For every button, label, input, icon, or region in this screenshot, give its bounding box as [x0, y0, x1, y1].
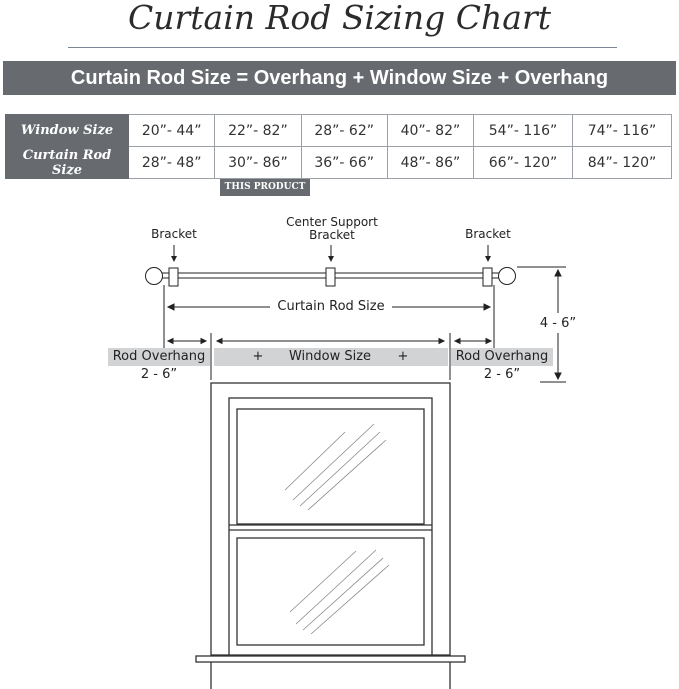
- window-size-cell: 20”- 44”: [129, 115, 215, 147]
- curtain-rod: [146, 268, 516, 287]
- this-product-badge: THIS PRODUCT: [220, 179, 310, 196]
- formula-banner: Curtain Rod Size = Overhang + Window Size + Overhang: [3, 61, 676, 95]
- right-overhang-label: Rod Overhang: [455, 349, 549, 364]
- bracket-arrows: [174, 245, 488, 261]
- rod-size-cell: 48”- 86”: [387, 147, 473, 179]
- plus-right: +: [397, 349, 409, 364]
- right-bracket-label: Bracket: [465, 227, 511, 241]
- rod-size-label: Curtain Rod Size: [272, 298, 390, 316]
- rod-size-cell: 30”- 86”: [215, 147, 301, 179]
- window-size-cell: 54”- 116”: [474, 115, 573, 147]
- height-dimension: [517, 267, 566, 382]
- rod-size-dimension: [164, 285, 494, 348]
- right-bracket: [483, 268, 492, 286]
- height-label: 4 - 6”: [534, 315, 582, 333]
- rod-size-header: Curtain Rod Size: [6, 147, 129, 179]
- left-overhang-label: Rod Overhang: [112, 349, 206, 364]
- window-sill: [196, 656, 465, 662]
- left-overhang-value: 2 - 6”: [140, 367, 178, 382]
- rod-size-cell: 28”- 48”: [129, 147, 215, 179]
- rod-size-cell: 36”- 66”: [301, 147, 387, 179]
- window-size-cell: 22”- 82”: [215, 115, 301, 147]
- lower-pane: [237, 538, 424, 645]
- center-bracket: [326, 268, 335, 286]
- center-bracket-label-line1: Center Support: [286, 215, 378, 229]
- window-size-cell: 28”- 62”: [301, 115, 387, 147]
- window-size-header: Window Size: [6, 115, 129, 147]
- left-bracket-label: Bracket: [151, 227, 197, 241]
- rod-size-cell: 66”- 120”: [474, 147, 573, 179]
- upper-pane: [237, 409, 424, 524]
- window: [196, 383, 465, 689]
- right-finial: [499, 268, 516, 285]
- rod-size-cell: 84”- 120”: [573, 147, 672, 179]
- chart-title: Curtain Rod Sizing Chart: [127, 0, 552, 37]
- left-bracket: [169, 268, 178, 286]
- plus-left: +: [252, 349, 264, 364]
- window-size-label: Window Size: [288, 349, 372, 364]
- bar-arrows: [168, 333, 491, 380]
- window-size-cell: 74”- 116”: [573, 115, 672, 147]
- right-overhang-value: 2 - 6”: [483, 367, 521, 382]
- center-bracket-label-line2: Bracket: [309, 228, 355, 242]
- left-finial: [146, 268, 163, 285]
- window-size-cell: 40”- 82”: [387, 115, 473, 147]
